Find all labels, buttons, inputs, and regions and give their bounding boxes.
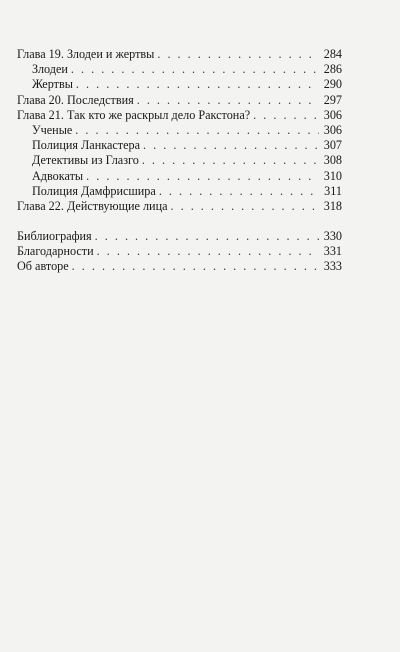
toc-entry-glasgow-detectives xyxy=(17,153,342,168)
table-of-contents xyxy=(17,47,342,275)
dot-leader xyxy=(171,199,319,214)
dot-leader xyxy=(75,123,319,138)
dot-leader xyxy=(159,184,319,199)
toc-entry-page: 307 xyxy=(323,138,342,153)
toc-entry-title: Глава 21. Так кто же раскрыл дело Ракстона? xyxy=(17,107,251,122)
toc-entry-victims xyxy=(17,77,342,92)
toc-entry-villains xyxy=(17,62,342,77)
toc-entry-title: Глава 22. Действующие лица xyxy=(17,198,168,213)
dot-leader xyxy=(143,138,319,153)
dot-leader xyxy=(76,77,319,92)
toc-entry-page: 318 xyxy=(323,198,342,213)
toc-entry-title: Злодеи xyxy=(32,62,68,77)
toc-entry-page: 331 xyxy=(323,244,342,259)
toc-entry-chapter-20 xyxy=(17,93,342,108)
dot-leader xyxy=(86,169,319,184)
toc-entry-page: 284 xyxy=(323,47,342,61)
toc-entry-page: 306 xyxy=(323,122,342,137)
toc-entry-title: Глава 19. Злодеи и жертвы xyxy=(17,47,155,61)
dot-leader xyxy=(72,259,319,274)
toc-entry-page: 306 xyxy=(323,107,342,122)
toc-entry-chapter-22 xyxy=(17,199,342,214)
toc-entry-page: 297 xyxy=(323,92,342,107)
dot-leader xyxy=(137,93,319,108)
toc-entry-page: 286 xyxy=(323,62,342,77)
toc-entry-scientists xyxy=(17,123,342,138)
toc-entry-title: Полиция Дамфрисшира xyxy=(32,183,156,198)
dot-leader xyxy=(97,244,319,259)
toc-entry-page: 333 xyxy=(323,259,342,274)
toc-entry-chapter-21 xyxy=(17,108,342,123)
toc-entry-page: 290 xyxy=(323,77,342,92)
toc-entry-title: Адвокаты xyxy=(32,168,84,183)
toc-entry-title: Об авторе xyxy=(17,259,69,274)
toc-entry-page: 311 xyxy=(324,183,342,198)
toc-entry-title: Глава 20. Последствия xyxy=(17,92,134,107)
dot-leader xyxy=(142,153,319,168)
toc-entry-title: Полиция Ланкастера xyxy=(32,138,141,153)
toc-entry-bibliography xyxy=(17,229,342,244)
toc-entry-title: Благодарности xyxy=(17,244,94,259)
toc-entry-page: 310 xyxy=(323,168,342,183)
toc-entry-chapter-19 xyxy=(17,47,342,62)
toc-entry-about-author xyxy=(17,259,342,274)
toc-entry-title: Библиография xyxy=(17,229,92,244)
dot-leader xyxy=(95,229,319,244)
dot-leader xyxy=(157,47,319,62)
toc-entry-acknowledgements xyxy=(17,244,342,259)
toc-entry-page: 330 xyxy=(323,229,342,244)
toc-entry-page: 308 xyxy=(323,153,342,168)
dot-leader xyxy=(71,62,319,77)
toc-entry-title: Детективы из Глазго xyxy=(32,153,139,168)
toc-entry-lawyers xyxy=(17,169,342,184)
toc-entry-lancaster-police xyxy=(17,138,342,153)
toc-entry-title: Жертвы xyxy=(32,77,73,92)
toc-entry-dumfriesshire-police xyxy=(17,184,342,199)
toc-entry-title: Ученые xyxy=(32,122,73,137)
dot-leader xyxy=(253,108,319,123)
section-gap xyxy=(17,214,342,229)
